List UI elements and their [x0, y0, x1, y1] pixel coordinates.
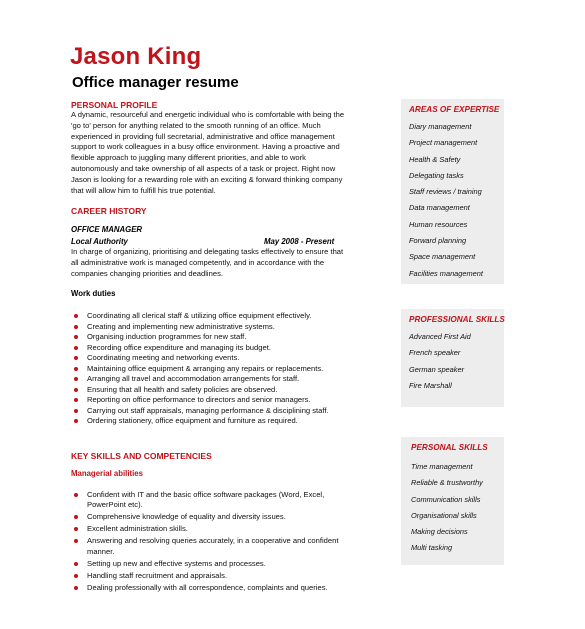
- work-duty-item: [72, 322, 362, 333]
- work-duty-item-text: Carrying out staff appraisals, managing performance & disciplining staff.: [87, 405, 329, 415]
- profile-heading: PERSONAL PROFILE: [71, 100, 158, 110]
- expertise-item: Forward planning: [409, 236, 467, 246]
- profile-paragraph: A dynamic, resourceful and energetic individual who is comfortable with being the 'go to' person for anything related to the smooth running of an office. Much experienced in providing full secretarial, administrative and office management support to work colleagues in a busy office environment. Having a proactive and flexible approach to juggling many different priorities, and able to work autonomously and take ownership of all aspects of a task or project. Right now Jason is looking for a rewarding role with an exciting & forward thinking company that will allow him to fulfill his true potential.: [71, 110, 345, 195]
- professional-skill-item: Advanced First Aid: [409, 332, 471, 341]
- work-duty-item-text: Maintaining office equipment & arranging any repairs or replacements.: [87, 363, 324, 373]
- key-skill-item: [72, 571, 362, 581]
- work-duty-item: [72, 311, 362, 322]
- expertise-item: Space management: [409, 252, 476, 262]
- bullet-icon: [74, 419, 78, 423]
- managerial-abilities-heading: Managerial abilities: [71, 469, 143, 478]
- job-employer: Local Authority: [71, 237, 128, 246]
- expertise-item: Health & Safety: [409, 154, 461, 164]
- personal-skill-item: Reliable & trustworthy: [411, 478, 483, 488]
- expertise-item: Data management: [409, 203, 470, 213]
- key-skill-item: [72, 512, 362, 522]
- professional-skill-item: German speaker: [409, 364, 465, 374]
- work-duty-item-text: Ensuring that all health and safety policies are observed.: [87, 384, 278, 394]
- work-duty-item-text: Ordering stationery, office equipment and furniture as required.: [87, 416, 298, 425]
- work-duty-item: [72, 353, 362, 364]
- expertise-item: Staff reviews / training: [409, 187, 482, 197]
- key-skill-item-text: Excellent administration skills.: [87, 524, 188, 534]
- professional-skills-heading: PROFESSIONAL SKILLS: [409, 315, 505, 324]
- key-skill-item: [72, 490, 362, 511]
- work-duty-item: [72, 374, 362, 385]
- expertise-heading: AREAS OF EXPERTISE: [409, 105, 500, 114]
- bullet-icon: [74, 574, 78, 578]
- work-duty-item-text: Creating and implementing new administrative systems.: [87, 321, 275, 331]
- job-title: OFFICE MANAGER: [71, 225, 143, 234]
- bullet-icon: [74, 586, 78, 590]
- work-duty-item: [72, 395, 362, 406]
- expertise-list: [409, 119, 483, 282]
- job-description: [71, 247, 346, 279]
- bullet-icon: [74, 377, 78, 381]
- work-duties-heading: Work duties: [71, 289, 116, 298]
- personal-skill-item: Time management: [411, 462, 473, 471]
- professional-skills-list: [409, 329, 471, 394]
- work-duty-item: [72, 332, 362, 343]
- professional-skill-item: French speaker: [409, 348, 461, 358]
- key-skill-item: [72, 536, 362, 557]
- bullet-icon: [74, 527, 78, 531]
- key-skill-item-text: Answering and resolving queries accurately, in a cooperative and confident manner.: [87, 536, 339, 556]
- work-duty-item: [72, 364, 362, 375]
- job-dates: May 2008 - Present: [264, 237, 335, 246]
- work-duty-item-text: Coordinating meeting and networking events.: [87, 353, 240, 362]
- key-skill-item-text: Handling staff recruitment and appraisals.: [87, 570, 227, 580]
- personal-skill-item: Multi tasking: [411, 543, 453, 553]
- key-skills-heading: KEY SKILLS AND COMPETENCIES: [71, 451, 212, 461]
- key-skill-item: [72, 583, 362, 593]
- professional-skills-box: [401, 309, 504, 407]
- bullet-icon: [74, 539, 78, 543]
- expertise-item: Diary management: [409, 122, 472, 131]
- expertise-item: Human resources: [409, 219, 468, 229]
- personal-skill-item: Making decisions: [411, 527, 468, 537]
- work-duties-list: [72, 311, 362, 427]
- bullet-icon: [74, 515, 78, 519]
- work-duty-item: [72, 416, 362, 427]
- work-duty-item-text: Reporting on office performance to directors and senior managers.: [87, 395, 311, 404]
- key-skill-item-text: Confident with IT and the basic office software packages (Word, Excel, PowerPoint etc).: [87, 490, 325, 510]
- work-duty-item-text: Arranging all travel and accommodation arrangements for staff.: [87, 374, 300, 383]
- personal-skills-box: [401, 437, 504, 565]
- work-duty-item-text: Coordinating all clerical staff & utilizing office equipment effectively.: [87, 311, 312, 320]
- expertise-box: [401, 99, 504, 284]
- personal-skill-item: Organisational skills: [411, 510, 477, 520]
- professional-skill-item: Fire Marshall: [409, 380, 452, 390]
- work-duty-item: [72, 406, 362, 417]
- work-duty-item-text: Recording office expenditure and managing its budget.: [87, 342, 271, 352]
- career-heading: CAREER HISTORY: [71, 206, 147, 216]
- key-skill-item: [72, 524, 362, 534]
- bullet-icon: [74, 398, 78, 402]
- bullet-icon: [74, 562, 78, 566]
- work-duty-item: [72, 343, 362, 354]
- bullet-icon: [74, 367, 78, 371]
- bullet-icon: [74, 493, 78, 497]
- profile-text: [71, 110, 346, 196]
- key-skill-item-text: Comprehensive knowledge of equality and diversity issues.: [87, 512, 286, 522]
- candidate-name: Jason King: [70, 43, 202, 70]
- key-skill-item: [72, 559, 362, 569]
- expertise-item: Project management: [409, 138, 478, 148]
- personal-skills-heading: PERSONAL SKILLS: [411, 443, 488, 452]
- bullet-icon: [74, 346, 78, 350]
- bullet-icon: [74, 314, 78, 318]
- personal-skills-list: [411, 459, 483, 557]
- personal-skill-item: Communication skills: [411, 494, 481, 504]
- bullet-icon: [74, 409, 78, 413]
- resume-subtitle: Office manager resume: [72, 74, 239, 91]
- expertise-item: Delegating tasks: [409, 170, 464, 180]
- job-description-text: In charge of organizing, prioritising and delegating tasks effectively to ensure that all administrative work is managed competently, and in accordance with the companies changing priorities and deadlines.: [71, 247, 344, 278]
- work-duty-item: [72, 385, 362, 396]
- bullet-icon: [74, 335, 78, 339]
- bullet-icon: [74, 388, 78, 392]
- key-skills-list: [72, 490, 362, 595]
- bullet-icon: [74, 356, 78, 360]
- bullet-icon: [74, 325, 78, 329]
- key-skill-item-text: Setting up new and effective systems and processes.: [87, 558, 266, 568]
- expertise-item: Facilities management: [409, 268, 483, 278]
- work-duty-item-text: Organising induction programmes for new staff.: [87, 332, 247, 341]
- key-skill-item-text: Dealing professionally with all correspondence, complaints and queries.: [87, 582, 328, 592]
